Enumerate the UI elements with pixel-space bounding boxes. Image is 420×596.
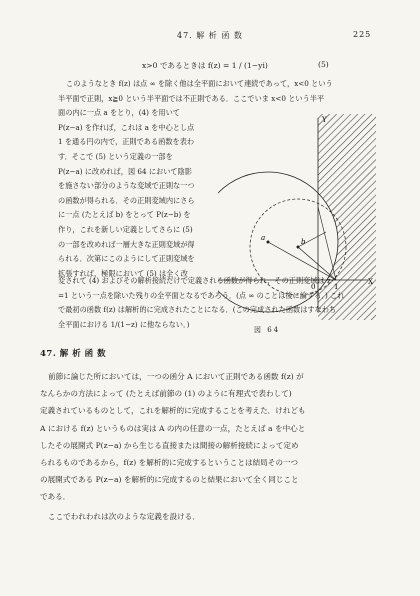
- text-line: 前節に論じた所においては，一つの函分 A において正則である函数 f(z) が: [48, 372, 304, 381]
- figure-caption: 図 64: [254, 326, 281, 334]
- text-line: で最初の函数 f(z) は解析的に完成されたことになる．(この完成された函数はすなわち: [58, 305, 337, 315]
- text-line: の函数が得られる．その正則変域内にさら: [58, 195, 195, 205]
- text-line: である．: [40, 492, 71, 502]
- text-line: に一点 (たとえば b) をとって P(z−b) を: [58, 210, 191, 220]
- label-b: b: [301, 238, 306, 246]
- text-line: =1 という一点を除いた残りの全平面となるであろう．(点 ∞ のことは後に論ずる．) これ: [58, 290, 345, 300]
- text-line: を施さない部分のような変域で正則な一つ: [58, 181, 195, 191]
- text-line: 全平面における 1/(1−z) に他ならない．): [58, 319, 190, 329]
- label-y: Y: [322, 116, 327, 124]
- text-line: なんらかの方法によって (たとえば前節の (1) のように有理式で表わして): [40, 389, 292, 399]
- page-number: 225: [353, 30, 372, 39]
- text-line: 作り，これを新しい定義としてさらに (5): [58, 224, 193, 234]
- display-equation: x>0 であるときは f(z) = 1 / (1−yi): [142, 61, 268, 70]
- text-line: A における f(z) というものは実は A の内の任意の一点，たとえば a を中心と: [40, 423, 306, 433]
- text-line: 面の内に一点 a をとり，(4) を用いて: [58, 108, 180, 118]
- text-line: の展開式である P(z−a) を解析的に完成するのと結果において全く同じこと: [40, 475, 299, 485]
- text-line: P(z−a) を作れば，これは a を中心とし点: [58, 122, 195, 132]
- continuation-text: [58, 274, 344, 332]
- text-line: このようなとき f(z) は点 ∞ を除く他は全平面において連続であって，x<0 という: [66, 79, 333, 88]
- closing-line: ここでわれわれは次のような定義を設ける．: [48, 511, 200, 521]
- label-origin: 0: [311, 283, 316, 291]
- label-one: 1: [334, 283, 339, 291]
- label-x: X: [368, 278, 373, 286]
- text-line: の一部を改めれば一層大きな正則変域が得: [58, 239, 195, 249]
- text-line: 半平面で正則，x≧0 という半平面では不正則である．ここでいま x<0 という半平: [58, 93, 325, 103]
- point-a: [267, 241, 270, 244]
- text-line: られる．次第にこのようにして正則変域を: [58, 254, 195, 264]
- section-heading: 47. 解 析 函 数: [40, 349, 107, 359]
- label-a: a: [261, 234, 266, 242]
- point-b: [297, 246, 300, 249]
- text-line: 1 を通る円の内で，正則である函数を表わ: [58, 137, 195, 147]
- text-line: 変されて (4) およびその解析接続だけで定義される函数が得られ，その正則変域は z: [58, 276, 331, 285]
- text-line: す．そこで (5) という定義の一部を: [58, 151, 173, 161]
- text-line: 拡張すれば，極限において (5) は全く改: [58, 268, 188, 278]
- equation-number: (5): [318, 60, 329, 69]
- running-head: 47. 解 析 函 数: [177, 31, 243, 40]
- text-line: したその展開式 P(z−a) から生じる直接または間接の解析接続によって定め: [40, 440, 299, 450]
- text-line: P(z−a) に改めれば，図 64 において陰影: [58, 166, 192, 176]
- text-line: 定義されているものとして，これを解析的に完成することを考えた．けれども: [40, 406, 306, 416]
- section-paragraph: [40, 368, 306, 525]
- text-line: られるものであるから，f(z) を解析的に完成するということは結局その一つ: [40, 458, 299, 468]
